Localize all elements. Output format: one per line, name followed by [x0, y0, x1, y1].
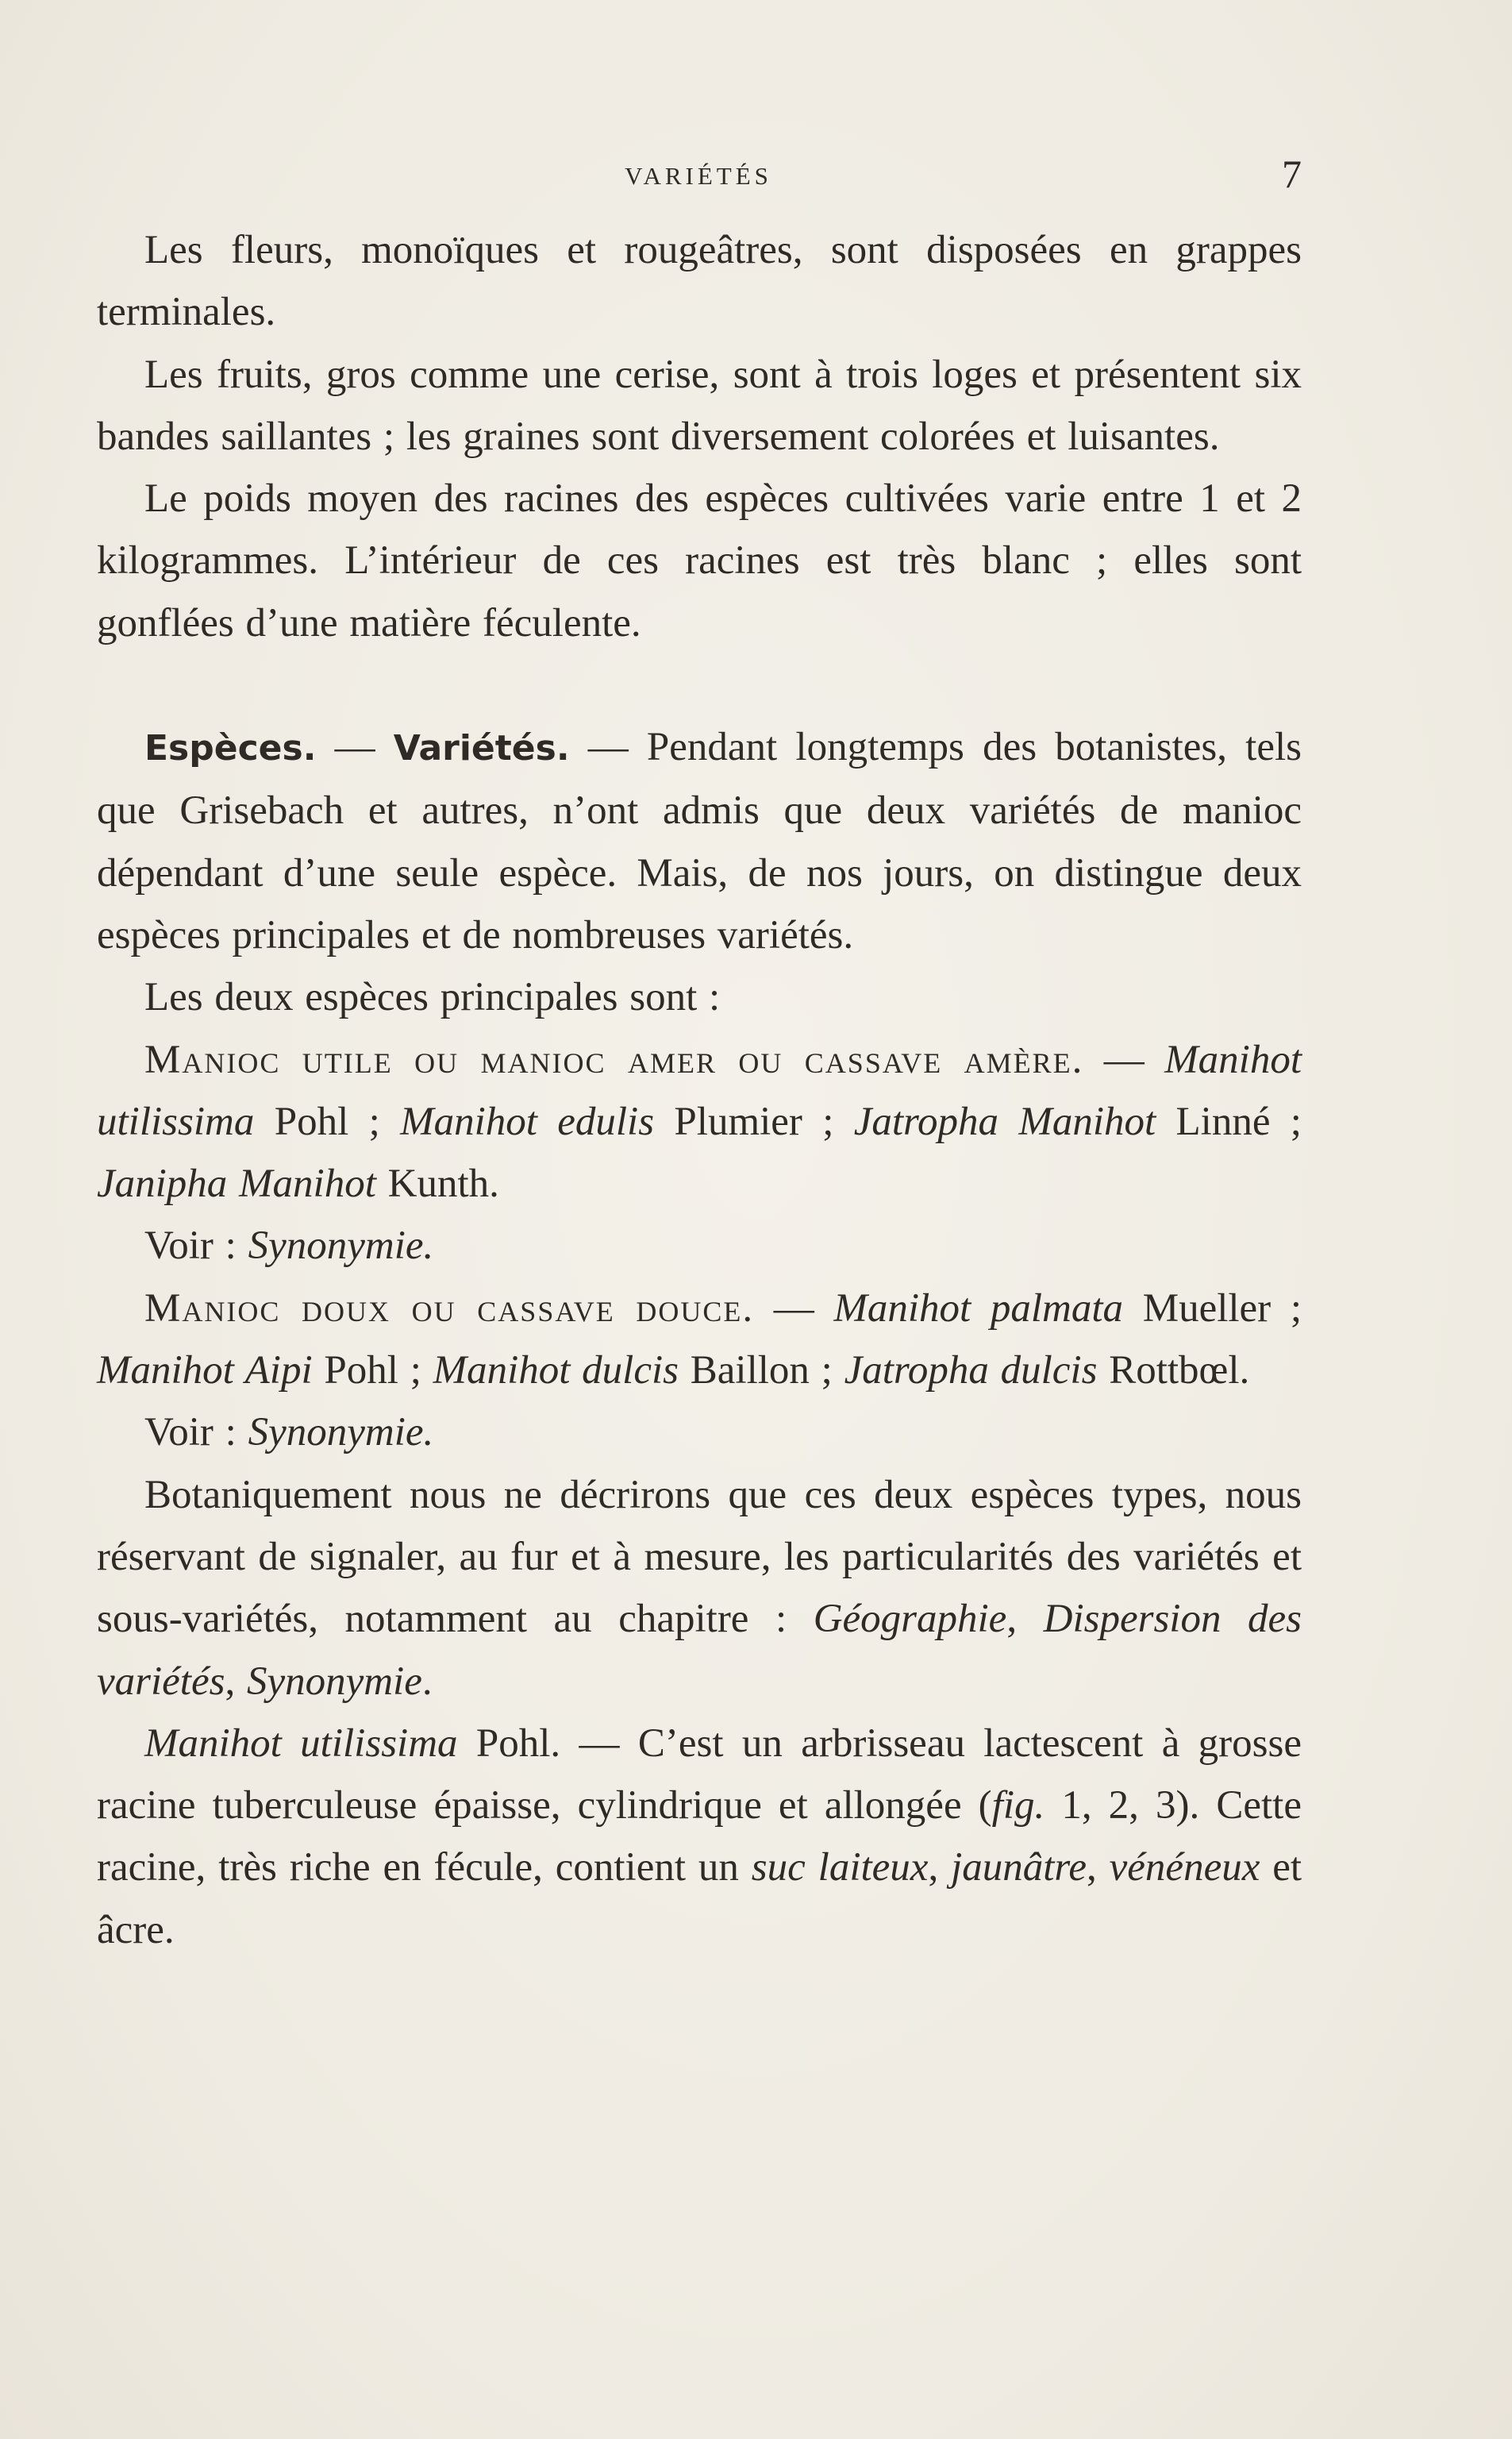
emphasis: vénéneux: [1109, 1845, 1260, 1890]
punct: ,: [225, 1659, 247, 1704]
paragraph-botanique: [97, 1464, 1302, 1713]
dash: —: [316, 725, 394, 770]
running-title: VARIÉTÉS: [625, 162, 772, 190]
voir-label: Voir :: [144, 1410, 248, 1455]
author: Rottbœl.: [1097, 1348, 1250, 1393]
page-header: [95, 151, 1302, 198]
description-text: 1, 2, 3). Cette racine, très riche en fécule, contient un: [97, 1783, 1302, 1890]
author: Baillon ;: [679, 1348, 844, 1393]
paragraph-utilissima: [97, 1713, 1302, 1961]
latin-name: Manihot Aipi: [97, 1348, 313, 1393]
punct: .: [421, 1659, 433, 1704]
dash: —: [754, 1285, 834, 1331]
author: Plumier ;: [654, 1099, 854, 1144]
latin-name: Manihot utilissima: [144, 1720, 458, 1766]
species-name-doux: Manioc doux ou cassave douce.: [144, 1285, 755, 1331]
author: Kunth.: [375, 1162, 499, 1207]
description-text: et âcre.: [97, 1845, 1302, 1952]
description-text: Pohl. — C’est un arbrisseau lactescent à grosse racine tuberculeuse épaisse, cylindrique et allongée (: [97, 1720, 1302, 1828]
chapter-reference: Synonymie: [246, 1659, 422, 1704]
latin-name: Manihot utilissima: [97, 1037, 1302, 1144]
author: Linné ;: [1156, 1099, 1302, 1144]
punct: ,: [928, 1845, 952, 1890]
paragraph-voir-2: [97, 1401, 1302, 1463]
latin-name: Manihot dulcis: [433, 1348, 679, 1393]
species-name-amer: Manioc utile ou manioc amer ou cassave amère.: [144, 1037, 1084, 1082]
chapter-reference: Dispersion des variétés: [97, 1597, 1302, 1704]
heading-varietes: Variétés.: [393, 728, 570, 769]
dash: —: [569, 725, 647, 770]
voir-reference: Synonymie.: [248, 1223, 434, 1269]
emphasis: suc laiteux: [751, 1845, 929, 1890]
paragraph-roots: Le poids moyen des racines des espèces cultivées varie entre 1 et 2 kilogrammes. L’intérieur de ces racines est très blanc ; elles sont gonflées d’une matière féculente.: [97, 476, 1302, 645]
paragraph-manioc-doux: [97, 1277, 1302, 1402]
author: Mueller ;: [1123, 1285, 1302, 1331]
dash: —: [1083, 1037, 1165, 1082]
chapter-reference: Géographie: [813, 1597, 1007, 1642]
species-text: Pendant longtemps des botanistes, tels que Grisebach et autres, n’ont admis que deux variétés de manioc dépendant d’une seule espèce. Mais, de nos jours, on distingue deux espèces principales et de nombreuses variétés.: [97, 725, 1302, 957]
paragraph-species: [97, 716, 1302, 966]
latin-name: Manihot edulis: [400, 1099, 655, 1144]
emphasis: jaunâtre: [951, 1845, 1087, 1890]
page-number: 7: [1282, 152, 1302, 196]
heading-especes: Espèces.: [144, 728, 317, 769]
paragraph-flowers: Les fleurs, monoïques et rougeâtres, sont disposées en grappes terminales.: [97, 228, 1302, 335]
body-text: [97, 219, 1302, 1961]
paragraph-voir-1: [97, 1215, 1302, 1277]
latin-name: Janipha Manihot: [97, 1162, 376, 1207]
voir-reference: Synonymie.: [248, 1410, 434, 1455]
latin-name: Jatropha dulcis: [844, 1348, 1098, 1393]
latin-name: Jatropha Manihot: [853, 1099, 1156, 1144]
latin-name: Manihot palmata: [833, 1285, 1124, 1331]
paragraph-two-species: Les deux espèces principales sont :: [144, 975, 721, 1020]
voir-label: Voir :: [144, 1223, 248, 1269]
figure-ref: fig.: [991, 1783, 1045, 1828]
paragraph-fruits: Les fruits, gros comme une cerise, sont à trois loges et présentent six bandes saillantes ; les graines sont diversement colorées et luisantes.: [97, 352, 1302, 459]
botanique-text: Botaniquement nous ne décrirons que ces deux espèces types, nous réservant de signaler, au fur et à mesure, les particularités des variétés et sous-variétés, notamment au chapitre :: [97, 1472, 1302, 1642]
punct: ,: [1087, 1845, 1110, 1890]
author: Pohl ;: [254, 1099, 401, 1144]
punct: ,: [1006, 1597, 1044, 1642]
paragraph-manioc-amer: [97, 1029, 1302, 1216]
author: Pohl ;: [312, 1348, 433, 1393]
